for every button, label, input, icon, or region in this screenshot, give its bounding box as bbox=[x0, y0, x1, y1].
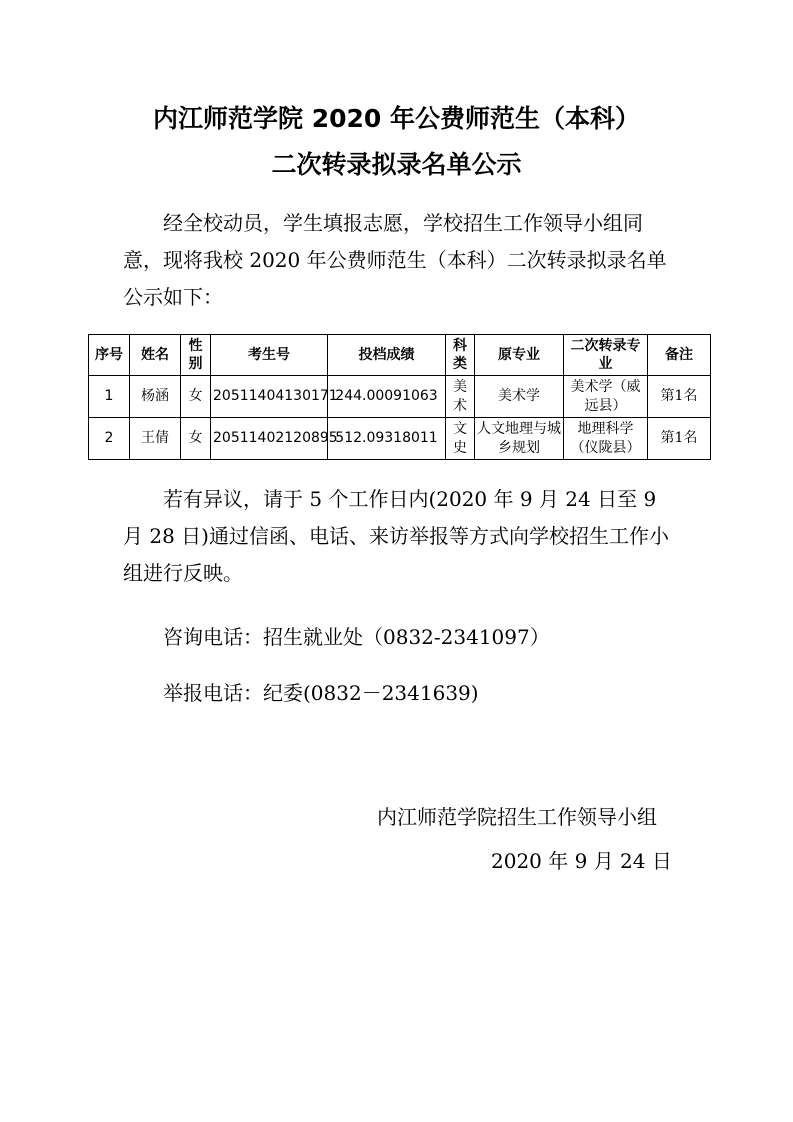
intro-paragraph: 经全校动员，学生填报志愿，学校招生工作领导小组同意，现将我校 2020 年公费师范生（本科）二次转录拟录名单公示如下： bbox=[123, 211, 667, 309]
header-name: 姓名 bbox=[130, 335, 181, 376]
cell-index: 1 bbox=[89, 376, 130, 418]
cell-transfer-major: 地理科学（仪陇县） bbox=[564, 418, 648, 460]
header-original-major: 原专业 bbox=[475, 335, 564, 376]
cell-category: 美术 bbox=[446, 376, 475, 418]
document-title-line1: 内江师范学院 2020 年公费师范生（本科） bbox=[153, 104, 640, 133]
cell-score: 244.00091063 bbox=[328, 376, 446, 418]
header-gender: 性别 bbox=[181, 335, 211, 376]
header-index: 序号 bbox=[89, 335, 130, 376]
signature-org: 内江师范学院招生工作领导小组 bbox=[377, 805, 657, 829]
admission-list-table bbox=[88, 334, 711, 460]
cell-gender: 女 bbox=[181, 376, 211, 418]
cell-remark: 第1名 bbox=[648, 376, 711, 418]
table-row bbox=[89, 418, 711, 460]
header-remark: 备注 bbox=[648, 335, 711, 376]
signature-date: 2020 年 9 月 24 日 bbox=[491, 849, 672, 873]
cell-exam-id: 20511402120895 bbox=[211, 418, 328, 460]
consult-phone: 咨询电话：招生就业处（0832-2341097） bbox=[163, 625, 550, 649]
objection-paragraph: 若有异议，请于 5 个工作日内(2020 年 9 月 24 日至 9 月 28 日)通过信函、电话、来访举报等方式向学校招生工作小组进行反映。 bbox=[123, 487, 669, 585]
cell-score: 512.09318011 bbox=[328, 418, 446, 460]
table-header-row bbox=[89, 335, 711, 376]
cell-original-major: 美术学 bbox=[475, 376, 564, 418]
cell-category: 文史 bbox=[446, 418, 475, 460]
header-category: 科类 bbox=[446, 335, 475, 376]
header-exam-id: 考生号 bbox=[211, 335, 328, 376]
document-title-line2: 二次转录拟录名单公示 bbox=[271, 150, 522, 179]
cell-name: 杨涵 bbox=[130, 376, 181, 418]
header-score: 投档成绩 bbox=[328, 335, 446, 376]
report-phone: 举报电话：纪委(0832－2341639) bbox=[163, 681, 479, 705]
cell-transfer-major: 美术学（威远县） bbox=[564, 376, 648, 418]
cell-original-major: 人文地理与城乡规划 bbox=[475, 418, 564, 460]
cell-remark: 第1名 bbox=[648, 418, 711, 460]
cell-index: 2 bbox=[89, 418, 130, 460]
table-row bbox=[89, 376, 711, 418]
cell-gender: 女 bbox=[181, 418, 211, 460]
cell-exam-id: 20511404130171 bbox=[211, 376, 328, 418]
cell-name: 王倩 bbox=[130, 418, 181, 460]
header-transfer-major: 二次转录专业 bbox=[564, 335, 648, 376]
